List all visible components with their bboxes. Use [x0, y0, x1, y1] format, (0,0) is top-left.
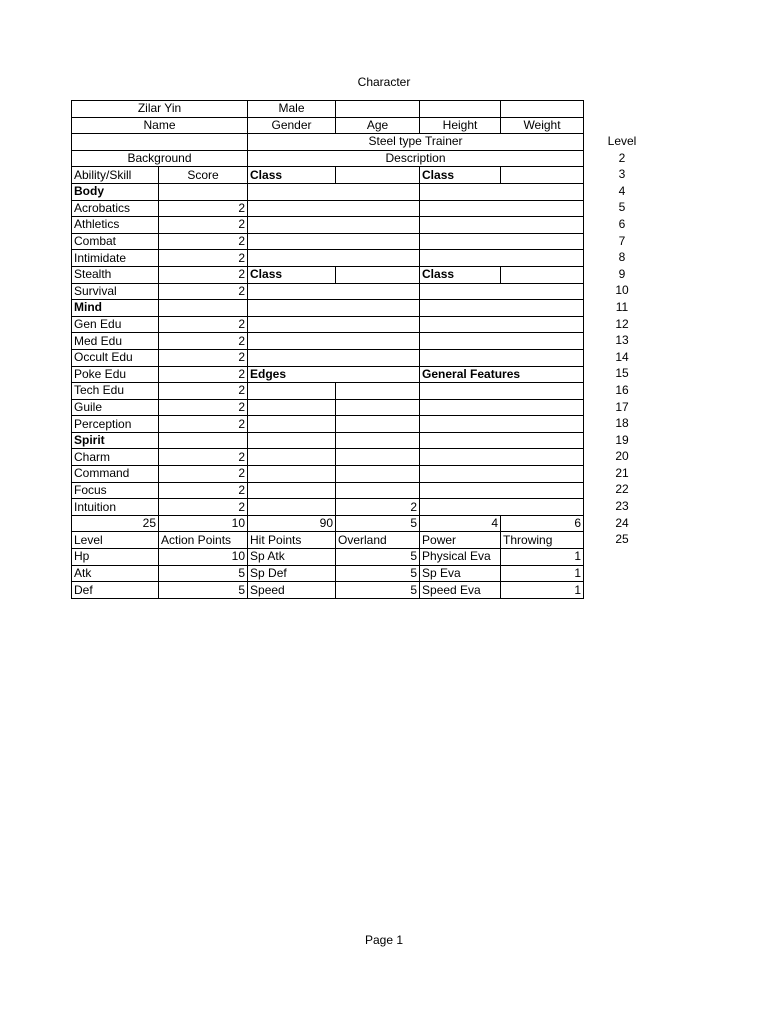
class-feature-cell[interactable]: [248, 217, 420, 234]
class-feature-cell[interactable]: [248, 183, 420, 200]
skill-row: [72, 482, 584, 499]
skill-row: [72, 449, 584, 466]
def-label: Def: [72, 582, 159, 599]
spirit-section-heading: Spirit: [72, 432, 159, 449]
skill-name: Tech Edu: [72, 383, 159, 400]
general-feature-cell[interactable]: [420, 399, 584, 416]
identity-values-row: [72, 101, 584, 118]
class-feature-cell[interactable]: [420, 217, 584, 234]
general-feature-cell[interactable]: [420, 466, 584, 483]
level-entry: 23: [615, 499, 629, 514]
class-feature-cell[interactable]: [248, 250, 420, 267]
skill-row: [72, 416, 584, 433]
height-value[interactable]: [420, 101, 501, 118]
level-entry: 20: [615, 449, 629, 464]
skill-score[interactable]: 2: [159, 250, 248, 267]
class-feature-cell[interactable]: [420, 283, 584, 300]
skill-name: Med Edu: [72, 333, 159, 350]
skill-score[interactable]: 2: [159, 200, 248, 217]
level-column: [601, 133, 643, 548]
skill-score[interactable]: 2: [159, 499, 248, 516]
description-label: Description: [248, 150, 584, 167]
skill-score[interactable]: 2: [159, 399, 248, 416]
skill-name: Stealth: [72, 266, 159, 283]
general-feature-cell[interactable]: [420, 449, 584, 466]
power-value[interactable]: 4: [420, 515, 501, 532]
empty-cell: [159, 300, 248, 317]
general-feature-cell[interactable]: [420, 416, 584, 433]
edge-cell[interactable]: [248, 482, 336, 499]
gender-label: Gender: [248, 117, 336, 134]
skill-row: [72, 366, 584, 383]
level-label: Level: [72, 532, 159, 549]
skill-name: Guile: [72, 399, 159, 416]
skill-row: [72, 217, 584, 234]
action-points-value[interactable]: 10: [159, 515, 248, 532]
description-value[interactable]: Steel type Trainer: [248, 134, 584, 151]
level-entry: 24: [615, 515, 629, 530]
hit-points-label: Hit Points: [248, 532, 336, 549]
name-value[interactable]: Zilar Yin: [72, 101, 248, 118]
general-feature-cell[interactable]: [420, 499, 584, 516]
skill-name: Survival: [72, 283, 159, 300]
general-feature-cell[interactable]: [420, 432, 584, 449]
class-label-3: Class: [248, 266, 336, 283]
edge-cell[interactable]: [248, 432, 336, 449]
stats-row: [72, 582, 584, 599]
sp-atk-label: Sp Atk: [248, 549, 336, 566]
sp-def-label: Sp Def: [248, 565, 336, 582]
skill-row: [72, 466, 584, 483]
level-entry: 15: [615, 366, 629, 381]
sp-def-value[interactable]: 5: [336, 565, 420, 582]
class-feature-cell[interactable]: [420, 183, 584, 200]
skill-name: Gen Edu: [72, 316, 159, 333]
score-header: Score: [159, 167, 248, 184]
class-feature-cell[interactable]: [420, 333, 584, 350]
skill-name: Poke Edu: [72, 366, 159, 383]
skill-name: Command: [72, 466, 159, 483]
level-entry: 12: [615, 316, 629, 331]
skill-score[interactable]: 2: [159, 316, 248, 333]
class-value-2[interactable]: [501, 167, 584, 184]
level-column-header: Level: [607, 134, 637, 148]
background-label: Background: [72, 150, 248, 167]
class-feature-cell[interactable]: [420, 233, 584, 250]
skill-row: [72, 200, 584, 217]
edge-cell[interactable]: [248, 466, 336, 483]
speed-eva-label: Speed Eva: [420, 582, 501, 599]
skill-score[interactable]: 2: [159, 217, 248, 234]
overland-value[interactable]: 5: [336, 515, 420, 532]
edge-cell[interactable]: [336, 466, 420, 483]
skill-row: [72, 499, 584, 516]
edge-cell[interactable]: [248, 449, 336, 466]
summary-values-row: [72, 515, 584, 532]
skill-row: [72, 333, 584, 350]
skill-score[interactable]: 2: [159, 283, 248, 300]
hp-value[interactable]: 10: [159, 549, 248, 566]
class-feature-cell[interactable]: [248, 333, 420, 350]
class-feature-cell[interactable]: [420, 349, 584, 366]
edge-cell[interactable]: [336, 416, 420, 433]
skill-row: [72, 349, 584, 366]
background-values-row: [72, 134, 584, 151]
background-labels-row: [72, 150, 584, 167]
skill-row: [72, 383, 584, 400]
level-entry: 14: [615, 349, 629, 364]
skill-name: Intuition: [72, 499, 159, 516]
level-entry: 25: [615, 532, 629, 547]
body-section-heading: Body: [72, 183, 159, 200]
skill-name: Focus: [72, 482, 159, 499]
skill-row: [72, 399, 584, 416]
page-title: Character: [357, 75, 411, 89]
level-entry: 6: [618, 216, 626, 231]
general-feature-cell[interactable]: [420, 482, 584, 499]
skill-name: Combat: [72, 233, 159, 250]
sp-eva-value[interactable]: 1: [501, 565, 584, 582]
skill-score[interactable]: 2: [159, 449, 248, 466]
action-points-label: Action Points: [159, 532, 248, 549]
level-entry: 21: [615, 465, 629, 480]
edge-cell[interactable]: [336, 399, 420, 416]
weight-value[interactable]: [501, 101, 584, 118]
class-feature-cell[interactable]: [248, 283, 420, 300]
ability-skill-header: Ability/Skill: [72, 167, 159, 184]
skill-name: Athletics: [72, 217, 159, 234]
level-entry: 13: [615, 333, 629, 348]
level-entry: 22: [615, 482, 629, 497]
skill-score[interactable]: 2: [159, 349, 248, 366]
edges-heading: Edges: [248, 366, 420, 383]
level-entry: 5: [618, 200, 626, 215]
level-entry: 17: [615, 399, 629, 414]
skill-name: Acrobatics: [72, 200, 159, 217]
class-feature-cell[interactable]: [248, 349, 420, 366]
edge-cell[interactable]: [336, 383, 420, 400]
edge-cell[interactable]: [248, 499, 336, 516]
class-feature-cell[interactable]: [248, 233, 420, 250]
class-label-2: Class: [420, 167, 501, 184]
class-feature-cell[interactable]: [248, 300, 420, 317]
edge-cell[interactable]: [336, 449, 420, 466]
class-feature-cell[interactable]: [420, 200, 584, 217]
class-label-1: Class: [248, 167, 336, 184]
height-label: Height: [420, 117, 501, 134]
summary-labels-row: [72, 532, 584, 549]
edge-cell[interactable]: [336, 432, 420, 449]
skill-score[interactable]: 2: [159, 333, 248, 350]
age-value[interactable]: [336, 101, 420, 118]
hp-label: Hp: [72, 549, 159, 566]
empty-cell: [159, 183, 248, 200]
general-features-heading: General Features: [420, 366, 584, 383]
mind-section-row: [72, 300, 584, 317]
level-entry: 16: [615, 382, 629, 397]
skills-header-row: [72, 167, 584, 184]
class-feature-cell[interactable]: [248, 200, 420, 217]
level-entry: 4: [618, 183, 626, 198]
stats-row: [72, 549, 584, 566]
page-footer: Page 1: [364, 933, 404, 947]
edge-cell-value[interactable]: 2: [336, 499, 420, 516]
class-value-1[interactable]: [336, 167, 420, 184]
atk-value[interactable]: 5: [159, 565, 248, 582]
edge-cell[interactable]: [248, 416, 336, 433]
speed-value[interactable]: 5: [336, 582, 420, 599]
level-value[interactable]: 25: [72, 515, 159, 532]
edge-cell[interactable]: [336, 482, 420, 499]
class-feature-cell[interactable]: [420, 250, 584, 267]
skill-name: Intimidate: [72, 250, 159, 267]
general-feature-cell[interactable]: [420, 383, 584, 400]
throwing-label: Throwing: [501, 532, 584, 549]
sp-atk-value[interactable]: 5: [336, 549, 420, 566]
character-sheet-table: [71, 100, 584, 599]
edge-cell[interactable]: [248, 399, 336, 416]
empty-cell: [159, 432, 248, 449]
throwing-value[interactable]: 6: [501, 515, 584, 532]
skill-score[interactable]: 2: [159, 383, 248, 400]
identity-labels-row: [72, 117, 584, 134]
level-entry: 10: [615, 283, 629, 298]
skill-name: Perception: [72, 416, 159, 433]
name-label: Name: [72, 117, 248, 134]
skill-score[interactable]: 2: [159, 233, 248, 250]
skill-score[interactable]: 2: [159, 366, 248, 383]
skill-score[interactable]: 2: [159, 266, 248, 283]
age-label: Age: [336, 117, 420, 134]
class-feature-cell[interactable]: [420, 300, 584, 317]
skill-row: [72, 250, 584, 267]
def-value[interactable]: 5: [159, 582, 248, 599]
skill-row: [72, 233, 584, 250]
class-feature-cell[interactable]: [248, 316, 420, 333]
speed-label: Speed: [248, 582, 336, 599]
overland-label: Overland: [336, 532, 420, 549]
skill-score[interactable]: 2: [159, 482, 248, 499]
speed-eva-value[interactable]: 1: [501, 582, 584, 599]
level-entry: 8: [618, 250, 626, 265]
atk-label: Atk: [72, 565, 159, 582]
level-entry: 11: [615, 299, 629, 314]
skill-row: [72, 316, 584, 333]
class-value-3[interactable]: [336, 266, 420, 283]
sp-eva-label: Sp Eva: [420, 565, 501, 582]
background-value[interactable]: [72, 134, 248, 151]
skill-name: Occult Edu: [72, 349, 159, 366]
edge-cell[interactable]: [248, 383, 336, 400]
level-entry: 3: [618, 167, 626, 182]
skill-row: [72, 283, 584, 300]
class-value-4[interactable]: [501, 266, 584, 283]
mind-section-heading: Mind: [72, 300, 159, 317]
level-entry: 2: [618, 150, 626, 165]
stats-row: [72, 565, 584, 582]
weight-label: Weight: [501, 117, 584, 134]
skill-row: [72, 266, 584, 283]
physical-eva-label: Physical Eva: [420, 549, 501, 566]
level-entry: 9: [618, 266, 626, 281]
skill-score[interactable]: 2: [159, 466, 248, 483]
level-entry: 18: [615, 416, 629, 431]
class-label-4: Class: [420, 266, 501, 283]
level-entry: 7: [618, 233, 626, 248]
skill-name: Charm: [72, 449, 159, 466]
level-entry: 19: [615, 432, 629, 447]
class-feature-cell[interactable]: [420, 316, 584, 333]
hit-points-value[interactable]: 90: [248, 515, 336, 532]
spirit-section-row: [72, 432, 584, 449]
skill-score[interactable]: 2: [159, 416, 248, 433]
body-section-row: [72, 183, 584, 200]
power-label: Power: [420, 532, 501, 549]
physical-eva-value[interactable]: 1: [501, 549, 584, 566]
gender-value[interactable]: Male: [248, 101, 336, 118]
